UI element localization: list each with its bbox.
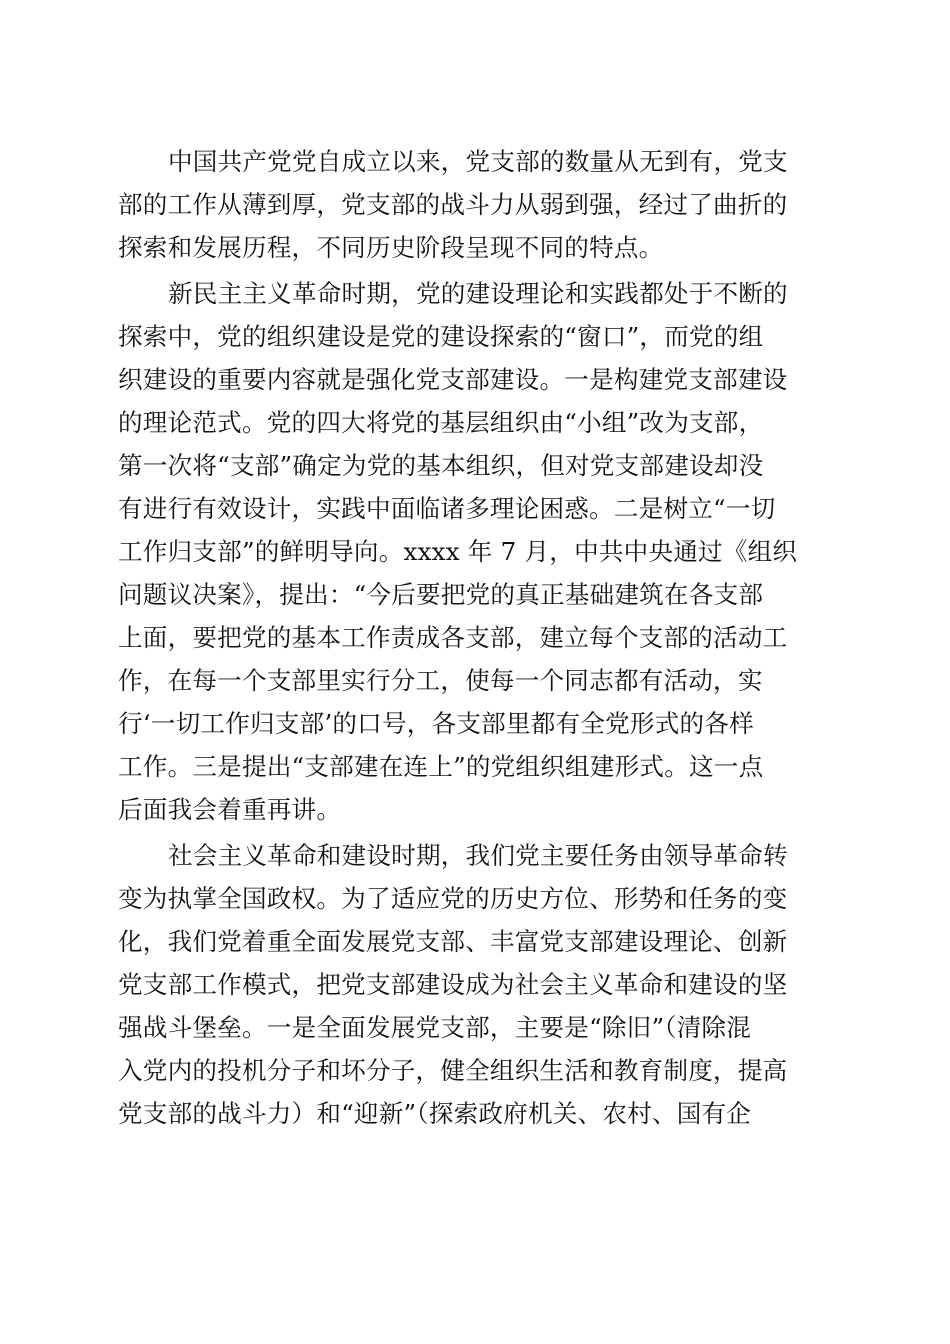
- text-line: 社会主义革命和建设时期，我们党主要任务由领导革命转: [168, 841, 788, 870]
- text-line: 党支部工作模式，把党支部建设成为社会主义革命和建设的坚: [118, 970, 788, 999]
- text-line: 上面，要把党的基本工作责成各支部，建立每个支部的活动工: [118, 623, 788, 652]
- text-line: 行‘一切工作归支部’的口号，各支部里都有全党形式的各样: [118, 709, 754, 738]
- text-line: 问题议决案》，提出：“今后要把党的真正基础建筑在各支部: [118, 580, 764, 609]
- text-line: 党支部的战斗力）和“迎新”（探索政府机关、农村、国有企: [118, 1099, 752, 1128]
- text-line: 织建设的重要内容就是强化党支部建设。一是构建党支部建设: [118, 365, 788, 394]
- text-line: 新民主主义革命时期，党的建设理论和实践都处于不断的: [168, 279, 788, 308]
- text-line: 作，在每一个支部里实行分工，使每一个同志都有活动，实: [118, 666, 763, 695]
- text-line: 入党内的投机分子和坏分子，健全组织生活和教育制度，提高: [118, 1056, 788, 1085]
- text-line: 化，我们党着重全面发展党支部、丰富党支部建设理论、创新: [118, 927, 788, 956]
- text-line: 强战斗堡垒。一是全面发展党支部，主要是“除旧”（清除混: [118, 1013, 752, 1042]
- text-line: 工作。三是提出“支部建在连上”的党组织组建形式。这一点: [118, 752, 764, 781]
- text-line: 中国共产党党自成立以来，党支部的数量从无到有，党支: [168, 147, 788, 176]
- text-line: 第一次将“支部”确定为党的基本组织，但对党支部建设却没: [118, 451, 764, 480]
- text-line: 工作归支部”的鲜明导向。xxxx 年 7 月，中共中央通过《组织: [118, 537, 798, 566]
- text-line: 探索和发展历程，不同历史阶段呈现不同的特点。: [118, 233, 664, 262]
- text-line: 的理论范式。党的四大将党的基层组织由“小组”改为支部，: [118, 408, 764, 437]
- paragraph-2: [118, 272, 828, 831]
- text-line: 部的工作从薄到厚，党支部的战斗力从弱到强，经过了曲折的: [118, 190, 788, 219]
- paragraph-3: [118, 834, 828, 1135]
- text-line: 变为执掌全国政权。为了适应党的历史方位、形势和任务的变: [118, 884, 788, 913]
- paragraph-1: [118, 140, 828, 269]
- document-body: [118, 140, 828, 1135]
- text-line: 探索中，党的组织建设是党的建设探索的“窗口”，而党的组: [118, 322, 764, 351]
- text-line: 后面我会着重再讲。: [118, 795, 342, 824]
- text-line: 有进行有效设计，实践中面临诸多理论困惑。二是树立“一切: [118, 494, 776, 523]
